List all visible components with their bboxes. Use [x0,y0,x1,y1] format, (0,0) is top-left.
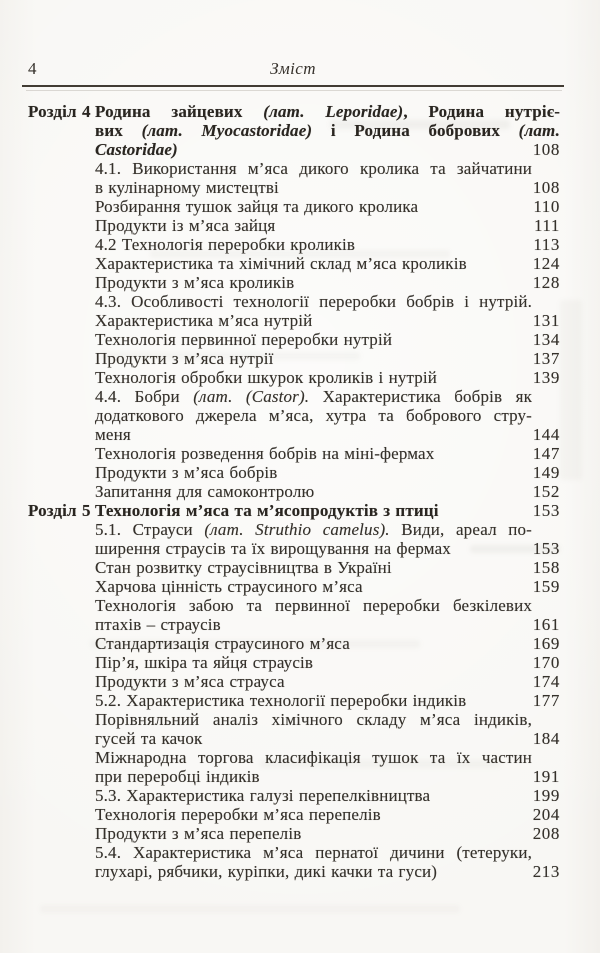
toc-entry [28,520,560,558]
toc-entry-page: 204 [532,805,560,824]
toc-entry [28,444,560,463]
toc-entry-text: Характеристика та хімічний склад м’яса кроликів [95,254,467,273]
toc-entry-text: Технологія розведення бобрів на міні-фермах [95,444,435,463]
toc-entry [28,634,560,653]
toc-entry-text: Продукти з м’яса нутрії [95,349,274,368]
toc-entry-text: Технологія обробки шкурок кроликів і нутрій [95,368,438,387]
toc-entry-page: 147 [532,444,560,463]
toc-entry [28,596,560,634]
toc-entry [28,710,560,748]
toc-entry-text: 5.1. Страуси (лат. Struthio camelus). Види, ареал по- ширення страусів та їх вирощування на фермах [95,520,532,558]
toc-entry-page: 161 [532,615,560,634]
toc-entry-text: Стан розвитку страусівництва в Україні [95,558,392,577]
toc-entry-page: 144 [532,425,560,444]
toc-entry [28,292,560,330]
toc-entry-page: 134 [532,330,560,349]
toc [28,102,560,881]
toc-entry-text: Технологія переробки м’яса перепелів [95,805,381,824]
toc-entry-text: Продукти з м’яса кроликів [95,273,295,292]
chapter-label: Розділ 5 [28,501,91,520]
toc-entry-text: Продукти з м’яса страуса [95,672,285,691]
toc-entry-page: 170 [532,653,560,672]
toc-entry [28,273,560,292]
toc-entry-page: 159 [532,577,560,596]
toc-entry-page: 137 [532,349,560,368]
toc-entry-text: Продукти з м’яса перепелів [95,824,302,843]
toc-entry [28,159,560,197]
toc-entry-text: Пір’я, шкіра та яйця страусів [95,653,314,672]
toc-entry-page: 113 [533,235,560,254]
toc-entry [28,672,560,691]
toc-entry-page: 153 [532,539,560,558]
toc-entry-text: Порівняльний аналіз хімічного складу м’яса індиків, гусей та качок [95,710,532,748]
toc-entry-text: Продукти із м’яса зайця [95,216,276,235]
toc-entry-page: 169 [532,634,560,653]
toc-entry [28,824,560,843]
toc-entry [28,254,560,273]
toc-entry-text: Продукти з м’яса бобрів [95,463,278,482]
toc-entry-text: Харчова цінність страусиного м’яса [95,577,363,596]
page-header [22,59,564,87]
toc-entry [28,349,560,368]
running-title: Зміст [270,59,316,78]
toc-entry-page: 139 [532,368,560,387]
toc-entry-text: Технологія м’яса та м’ясопродуктів з птиці [95,501,439,520]
toc-entry-text: Родина зайцевих (лат. Leporidae), Родина нутріє- вих (лат. Myocastoridae) і Родина бобрових (лат. Castoridae) [95,102,560,159]
toc-entry-page: 110 [533,197,560,216]
toc-entry-page: 111 [533,216,560,235]
toc-entry [28,463,560,482]
toc-entry-page: 149 [532,463,560,482]
page-showthrough [40,905,460,913]
toc-entry-page: 174 [532,672,560,691]
toc-entry [28,387,560,444]
toc-entry-page: 128 [532,273,560,292]
toc-entry-text: Стандартизація страусиного м’яса [95,634,350,653]
toc-entry-text: Технологія забою та первинної переробки безкілевих птахів – страусів [95,596,532,634]
toc-entry-page: 108 [532,178,560,197]
toc-entry-page: 152 [532,482,560,501]
toc-entry [28,197,560,216]
toc-entry-text: 4.1. Використання м’яса дикого кролика та зайчатини в кулінарному мистецтві [95,159,532,197]
toc-entry [28,235,560,254]
toc-entry-page: 158 [532,558,560,577]
toc-entry [28,748,560,786]
toc-entry-page: 191 [532,767,560,786]
toc-entry [28,843,560,881]
page-number: 4 [28,59,37,78]
toc-entry [28,330,560,349]
toc-entry-page: 184 [532,729,560,748]
toc-entry [28,216,560,235]
toc-entry-page: 108 [532,140,560,159]
toc-entry [28,558,560,577]
toc-entry-text: 5.3. Характеристика галузі перепелківництва [95,786,431,805]
toc-entry [28,102,560,159]
toc-entry-page: 208 [532,824,560,843]
toc-entry [28,805,560,824]
toc-entry-text: Міжнародна торгова класифікація тушок та їх частин при переробці індиків [95,748,532,786]
toc-entry-text: 4.2 Технологія переробки кроликів [95,235,356,254]
toc-entry [28,482,560,501]
toc-entry-page: 124 [532,254,560,273]
page-showthrough [560,300,582,480]
toc-entry [28,786,560,805]
toc-entry-page: 199 [532,786,560,805]
toc-entry-text: 4.3. Особливості технології переробки бобрів і нутрій. Характеристика м’яса нутрій [95,292,532,330]
toc-entry-text: 5.4. Характеристика м’яса пернатої дичини (тетеруки, глухарі, рябчики, куріпки, дикі качки та гуси) [95,843,532,881]
toc-entry-page: 153 [532,501,560,520]
toc-entry [28,368,560,387]
toc-entry-text: 5.2. Характеристика технології переробки індиків [95,691,467,710]
chapter-label: Розділ 4 [28,102,91,121]
toc-entry [28,691,560,710]
toc-entry-text: Технологія первинної переробки нутрій [95,330,393,349]
toc-entry-page: 131 [532,311,560,330]
toc-entry [28,577,560,596]
toc-entry [28,653,560,672]
toc-entry-page: 213 [532,862,560,881]
toc-entry-text: 4.4. Бобри (лат. (Castor). Характеристика бобрів як додаткового джерела м’яса, хутра та бобрового стру- меня [95,387,532,444]
toc-entry-page: 177 [532,691,560,710]
toc-entry [28,501,560,520]
toc-entry-text: Розбирання тушок зайця та дикого кролика [95,197,419,216]
toc-entry-text: Запитання для самоконтролю [95,482,315,501]
